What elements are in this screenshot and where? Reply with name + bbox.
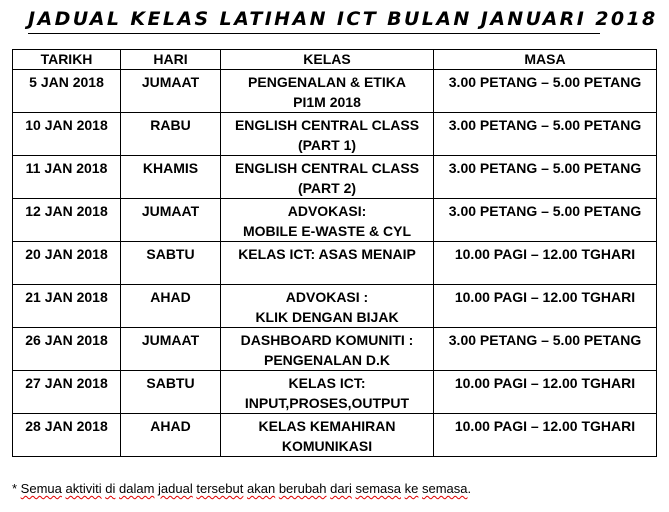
schedule-table [12, 49, 657, 457]
cell-tarikh: 10 JAN 2018 [13, 113, 121, 156]
footnote-word: di [105, 481, 116, 496]
cell-hari: JUMAAT [121, 199, 221, 242]
cell-kelas: DASHBOARD KOMUNITI : PENGENALAN D.K [221, 328, 434, 371]
cell-kelas: KELAS ICT: ASAS MENAIP [221, 242, 434, 285]
table-row [13, 156, 657, 199]
cell-tarikh: 26 JAN 2018 [13, 328, 121, 371]
footnote-word: akan [246, 481, 276, 496]
cell-tarikh: 21 JAN 2018 [13, 285, 121, 328]
cell-hari: AHAD [121, 414, 221, 457]
table-row [13, 414, 657, 457]
table-row [13, 328, 657, 371]
footnote-text [21, 481, 468, 496]
cell-tarikh: 28 JAN 2018 [13, 414, 121, 457]
cell-masa: 3.00 PETANG – 5.00 PETANG [434, 199, 657, 242]
title-underline [28, 33, 600, 34]
table-row [13, 242, 657, 285]
table-row [13, 199, 657, 242]
cell-tarikh: 5 JAN 2018 [13, 70, 121, 113]
cell-hari: SABTU [121, 242, 221, 285]
header-hari: HARI [121, 50, 221, 70]
footnote-word: semasa [355, 481, 401, 496]
cell-tarikh: 11 JAN 2018 [13, 156, 121, 199]
cell-kelas: KELAS KEMAHIRAN KOMUNIKASI [221, 414, 434, 457]
footnote-word: berubah [278, 481, 327, 496]
cell-hari: SABTU [121, 371, 221, 414]
cell-tarikh: 20 JAN 2018 [13, 242, 121, 285]
cell-masa: 3.00 PETANG – 5.00 PETANG [434, 113, 657, 156]
footnote-period: . [467, 481, 472, 496]
cell-masa: 3.00 PETANG – 5.00 PETANG [434, 70, 657, 113]
header-kelas: KELAS [221, 50, 434, 70]
table-body [13, 70, 657, 457]
footnote-word: ke [404, 481, 419, 496]
table-row [13, 113, 657, 156]
cell-hari: JUMAAT [121, 70, 221, 113]
footnote-word: semasa [421, 481, 468, 496]
cell-hari: JUMAAT [121, 328, 221, 371]
cell-kelas: PENGENALAN & ETIKA PI1M 2018 [221, 70, 434, 113]
header-masa: MASA [434, 50, 657, 70]
footnote [12, 481, 662, 496]
table-row [13, 371, 657, 414]
cell-hari: KHAMIS [121, 156, 221, 199]
cell-masa: 10.00 PAGI – 12.00 TGHARI [434, 414, 657, 457]
cell-kelas: ENGLISH CENTRAL CLASS (PART 1) [221, 113, 434, 156]
cell-masa: 10.00 PAGI – 12.00 TGHARI [434, 371, 657, 414]
cell-masa: 10.00 PAGI – 12.00 TGHARI [434, 285, 657, 328]
table-row [13, 285, 657, 328]
cell-tarikh: 12 JAN 2018 [13, 199, 121, 242]
cell-kelas: ENGLISH CENTRAL CLASS (PART 2) [221, 156, 434, 199]
footnote-word: dari [330, 481, 352, 496]
footnote-word: jadual [158, 481, 193, 496]
footnote-word: aktiviti [65, 481, 102, 496]
footnote-marker: * [12, 481, 21, 496]
footnote-word: dalam [119, 481, 155, 496]
header-tarikh: TARIKH [13, 50, 121, 70]
cell-tarikh: 27 JAN 2018 [13, 371, 121, 414]
footnote-word: tersebut [196, 481, 244, 496]
table-header-row [13, 50, 657, 70]
cell-masa: 3.00 PETANG – 5.00 PETANG [434, 328, 657, 371]
cell-hari: RABU [121, 113, 221, 156]
cell-hari: AHAD [121, 285, 221, 328]
cell-masa: 10.00 PAGI – 12.00 TGHARI [434, 242, 657, 285]
cell-kelas: KELAS ICT: INPUT,PROSES,OUTPUT [221, 371, 434, 414]
cell-kelas: ADVOKASI: MOBILE E-WASTE & CYL [221, 199, 434, 242]
footnote-word: Semua [20, 481, 62, 496]
table-row [13, 70, 657, 113]
page-title: JADUAL KELAS LATIHAN ICT BULAN JANUARI 2018 [28, 8, 658, 30]
cell-kelas: ADVOKASI : KLIK DENGAN BIJAK [221, 285, 434, 328]
cell-masa: 3.00 PETANG – 5.00 PETANG [434, 156, 657, 199]
